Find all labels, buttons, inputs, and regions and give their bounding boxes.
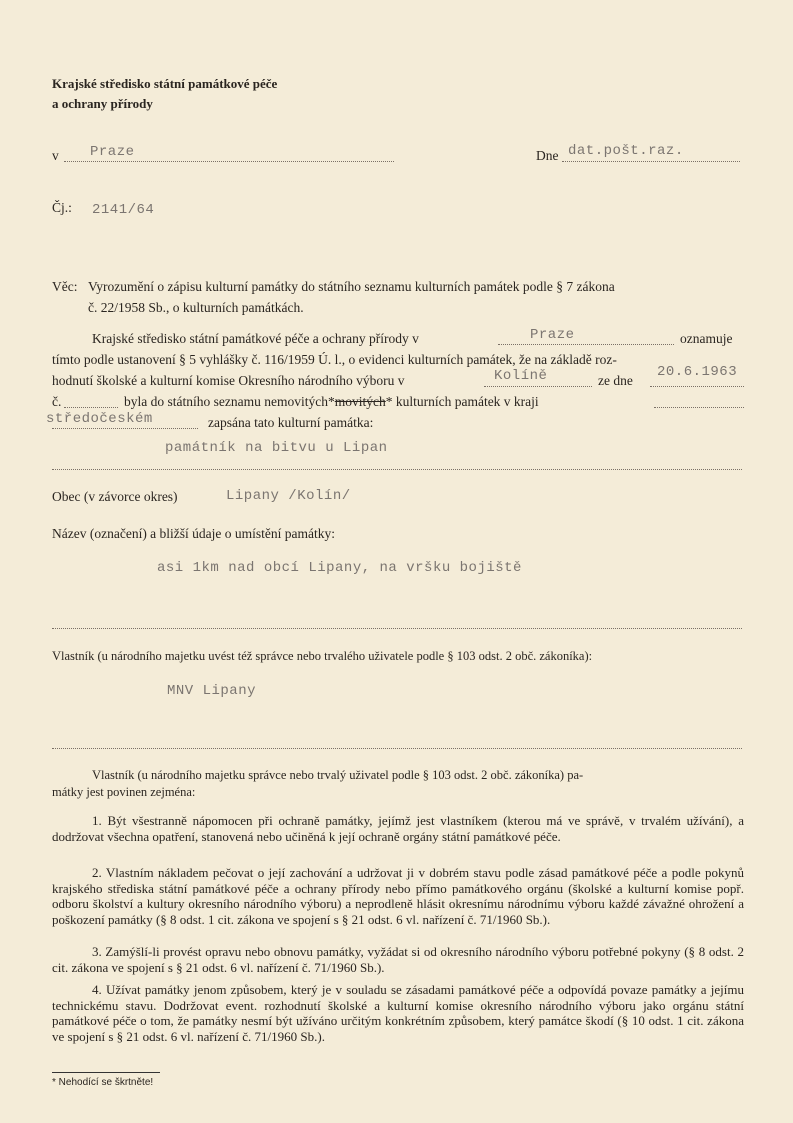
footnote: * Nehodící se škrtněte!	[52, 1077, 154, 1088]
body-line1-fill: Praze	[530, 327, 575, 343]
body-line4-a: č.	[52, 394, 62, 409]
duties-intro-line2: mátky jest povinen zejména:	[52, 785, 196, 799]
footnote-rule	[52, 1072, 160, 1073]
v-label: v	[52, 148, 59, 163]
duty-paragraph-1: 1. Být všestranně nápomocen při ochraně památky, jejímž jest vlastníkem (kterou má ve správě, v trvalém užívání), a dodržovat všechna opatření, stanovená nebo učiněná k její ochraně orgány státní památkové péče.	[52, 813, 744, 844]
org-name-line2: a ochrany přírody	[52, 96, 153, 111]
dne-label: Dne	[536, 148, 559, 163]
body-line4-field	[64, 407, 118, 408]
vlastnik-field-line	[52, 748, 742, 749]
body-line4-kraj-field	[654, 407, 744, 408]
dne-field-line	[562, 161, 740, 162]
v-value: Praze	[90, 144, 135, 160]
dne-value: dat.pošt.raz.	[568, 143, 684, 159]
body-line4-strike: movitých	[334, 394, 386, 409]
org-name-line1: Krajské středisko státní památkové péče	[52, 76, 278, 91]
body-line3-a: hodnutí školské a kulturní komise Okresního národního výboru v	[52, 373, 405, 388]
body-line3-field	[484, 386, 592, 387]
body-line4-b: byla do státního seznamu nemovitých*	[124, 394, 335, 409]
subject-line1: Vyrozumění o zápisu kulturní památky do státního seznamu kulturních památek podle § 7 zákona	[88, 279, 615, 294]
duty-paragraph-4: 4. Užívat památky jenom způsobem, který je v souladu se zásadami památkové péče a odpovídá povaze památky a jejímu technickému stavu. Dodržovat event. rozhodnutí školské a kulturní komise okresního národního výboru jako orgánu státní památkové péče o tom, že památky nesmí být užíváno určitým konkrétním způsobem, který památce škodí (§ 10 odst. 1 cit. zákona ve spojení s § 21 odst. 6 vl. nařízení č. 71/1960 Sb.).	[52, 982, 744, 1044]
body-line5-fill: středočeském	[46, 411, 153, 427]
duties-intro-line1: Vlastník (u národního majetku správce nebo trvalý uživatel podle § 103 odst. 2 obč. zákoníka) pa-	[92, 768, 584, 782]
body-line3-date-field	[650, 386, 744, 387]
duty-paragraph-2: 2. Vlastním nákladem pečovat o její zachování a udržovat ji v dobrém stavu podle zásad památkové péče a podle pokynů krajského střediska státní památkové péče a ochrany přírody nebo přímo památkového orgánu (školské a kulturní komise popř. odboru školství a kultury okresního národního výboru) a neprodleně hlásit okresnímu národnímu výboru každé závažné ohrožení a poškození památky (§ 8 odst. 1 cit. zákona ve spojení s § 21 odst. 6 vl. nařízení č. 71/1960 Sb.).	[52, 865, 744, 927]
nazev-value: asi 1km nad obcí Lipany, na vršku bojiště	[157, 560, 522, 576]
v-field-line	[64, 161, 394, 162]
body-line4-c: * kulturních památek v kraji	[385, 394, 539, 409]
cj-value: 2141/64	[92, 202, 155, 218]
obec-value: Lipany /Kolín/	[226, 488, 351, 504]
vlastnik-label: Vlastník (u národního majetku uvést též správce nebo trvalého uživatele podle § 103 odst. 2 obč. zákoníka):	[52, 649, 593, 663]
duty-paragraph-3: 3. Zamýšlí-li provést opravu nebo obnovu památky, vyžádat si od okresního národního výboru potřebné pokyny (§ 8 odst. 2 cit. zákona ve spojení s § 21 odst. 6 vl. nařízení č. 71/1960 Sb.).	[52, 944, 744, 975]
body-line5-field	[52, 428, 198, 429]
body-line3-fill: Kolíně	[494, 368, 548, 384]
body-line1-a: Krajské středisko státní památkové péče a ochrany přírody v	[92, 331, 419, 346]
monument-field-line	[52, 469, 742, 470]
nazev-field-line	[52, 628, 742, 629]
monument-name: památník na bitvu u Lipan	[165, 440, 388, 456]
body-line1-b: oznamuje	[680, 331, 733, 346]
body-line5-b: zapsána tato kulturní památka:	[208, 415, 374, 430]
body-line1-field	[498, 344, 674, 345]
body-line3-b: ze dne	[598, 373, 633, 388]
subject-line2: č. 22/1958 Sb., o kulturních památkách.	[88, 300, 304, 315]
nazev-label: Název (označení) a bližší údaje o umístění památky:	[52, 526, 336, 541]
subject-label: Věc:	[52, 279, 78, 294]
cj-label: Čj.:	[52, 200, 72, 215]
body-line3-date: 20.6.1963	[657, 364, 738, 380]
obec-label: Obec (v závorce okres)	[52, 489, 178, 504]
body-line2: tímto podle ustanovení § 5 vyhlášky č. 116/1959 Ú. l., o evidenci kulturních památek, že na základě roz-	[52, 352, 617, 367]
vlastnik-value: MNV Lipany	[167, 683, 257, 699]
body-line4-text	[124, 394, 539, 410]
